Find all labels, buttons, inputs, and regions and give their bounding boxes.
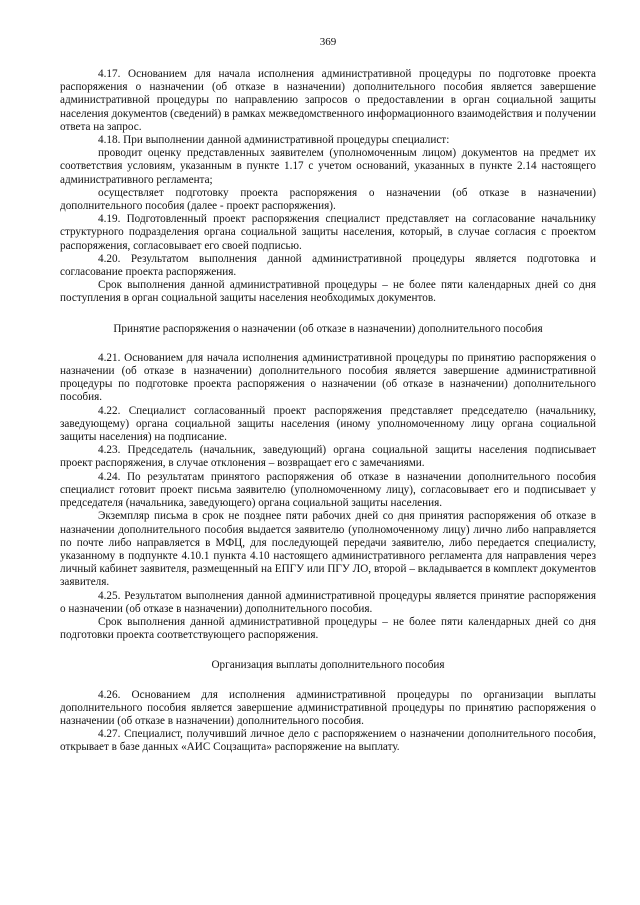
paragraph-4-20-term: Срок выполнения данной административной процедуры – не более пяти календарных дней со дня поступления в орган социальной защиты населения необходимых документов. <box>60 279 596 305</box>
paragraph-4-24-letter: Экземпляр письма в срок не позднее пяти рабочих дней со дня принятия распоряжения об отказе в назначении дополнительного пособия выдается заявителю (уполномоченному лицу) лично либо направляется по почте либо направляется в МФЦ, для последующей передачи заявителю, либо передается специалисту, указанному в подпункте 4.10.1 пункта 4.10 настоящего административного регламента для направления через личный кабинет заявителя, размещенный на ЕПГУ или ПГУ ЛО, второй – вкладывается в комплект документов заявителя. <box>60 510 596 589</box>
section-heading: Организация выплаты дополнительного пособия <box>211 659 445 672</box>
paragraph-4-23: 4.23. Председатель (начальник, заведующий) органа социальной защиты населения подписывает проект распоряжения, в случае отклонения – возвращает его с замечаниями. <box>60 444 596 470</box>
paragraph-4-25: 4.25. Результатом выполнения данной административной процедуры является принятие распоряжения о назначении (об отказе в назначении) дополнительного пособия. <box>60 589 596 615</box>
paragraph-4-19: 4.19. Подготовленный проект распоряжения специалист представляет на согласование начальнику структурного подразделения органа социальной защиты населения, который, в случае согласия с проектом распоряжения, согласовывает его своей подписью. <box>60 213 596 252</box>
paragraph-4-18-preparation: осуществляет подготовку проекта распоряжения о назначении (об отказе в назначении) дополнительного пособия (далее - проект распоряжения). <box>60 186 596 213</box>
paragraph-4-26: 4.26. Основанием для исполнения административной процедуры по организации выплаты дополнительного пособия является завершение административной процедуры по принятию распоряжения о назначении (об отказе в назначении) дополнительного пособия. <box>60 688 596 727</box>
paragraph-4-27: 4.27. Специалист, получивший личное дело с распоряжением о назначении дополнительного пособия, открывает в базе данных «АИС Соцзащита» распоряжение на выплату. <box>60 728 596 754</box>
section-payment-organization <box>60 659 596 754</box>
section-project-preparation <box>60 68 596 306</box>
section-heading: Принятие распоряжения о назначении (об отказе в назначении) дополнительного пособия <box>113 322 543 335</box>
paragraph-4-24: 4.24. По результатам принятого распоряжения об отказе в назначении дополнительного пособия специалист готовит проект письма заявителю (уполномоченному лицу), согласовывает его и подписывает у председателя (начальника, заведующего) органа социальной защиты населения. <box>60 470 596 510</box>
paragraph-4-21: 4.21. Основанием для начала исполнения административной процедуры по принятию распоряжения о назначении (об отказе в назначении) дополнительного пособия является завершение административной процедуры по подготовке проекта распоряжения о назначении (об отказе в назначении) дополнительного пособия. <box>60 351 596 404</box>
paragraph-4-18: 4.18. При выполнении данной административной процедуры специалист: <box>98 134 450 147</box>
paragraph-4-18-assessment: проводит оценку представленных заявителем (уполномоченным лицом) документов на предмет их соответствия условиям, указанным в пункте 1.17 с учетом оснований, указанных в пункте 2.14 настоящего административного регламента; <box>60 147 596 186</box>
section-decision-adoption <box>60 323 596 643</box>
paragraph-4-22: 4.22. Специалист согласованный проект распоряжения представляет председателю (начальнику, заведующему) органа социальной защиты населения (иному уполномоченному лицу органа социальной защиты населения) на подписание. <box>60 404 596 444</box>
page-number: 369 <box>319 36 337 48</box>
paragraph-4-17: 4.17. Основанием для начала исполнения административной процедуры по подготовке проекта распоряжения о назначении (об отказе в назначении) дополнительного пособия является завершение административной процедуры по направлению запросов о предоставлении в орган социальной защиты населения документов (сведений) в рамках межведомственного информационного взаимодействия и получении ответа на запрос. <box>60 68 596 133</box>
paragraph-4-20: 4.20. Результатом выполнения данной административной процедуры является подготовка и согласование проекта распоряжения. <box>60 252 596 279</box>
paragraph-4-25-term: Срок выполнения данной административной процедуры – не более пяти календарных дней со дня подготовки проекта соответствующего распоряжения. <box>60 615 596 642</box>
